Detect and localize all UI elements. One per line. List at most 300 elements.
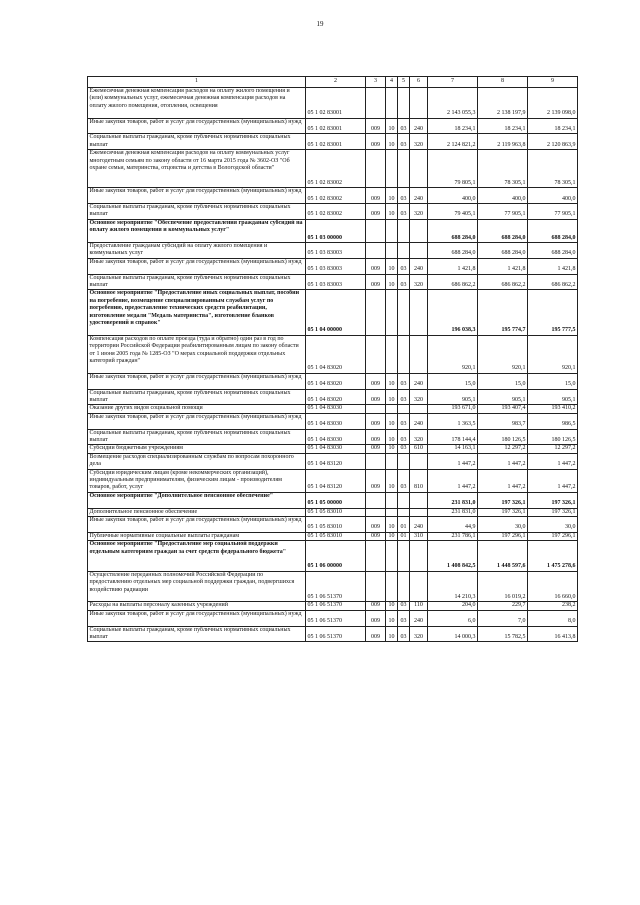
row-amount-year2: 400,0	[478, 188, 528, 204]
row-ministry-code	[366, 335, 386, 373]
row-amount-year2: 1 448 597,6	[478, 541, 528, 572]
row-amount-year1: 14 210,3	[428, 571, 478, 602]
row-subsection-code: 03	[398, 626, 410, 642]
header-cell: 5	[398, 77, 410, 88]
row-amount-year2: 197 296,1	[478, 532, 528, 540]
row-amount-year2: 688 284,0	[478, 243, 528, 259]
row-name: Субсидии бюджетным учреждениям	[88, 445, 306, 453]
row-expense-type	[410, 219, 428, 242]
row-amount-year1: 920,1	[428, 335, 478, 373]
row-amount-year3: 197 326,1	[528, 508, 578, 516]
row-subsection-code	[398, 453, 410, 469]
row-amount-year3: 400,0	[528, 188, 578, 204]
row-name: Социальные выплаты гражданам, кроме публичных нормативных социальных выплат	[88, 429, 306, 445]
row-subsection-code	[398, 243, 410, 259]
row-code: 05 1 06 51370	[306, 610, 366, 626]
row-amount-year3: 18 234,1	[528, 118, 578, 134]
row-section-code: 10	[386, 469, 398, 492]
header-cell: 6	[410, 77, 428, 88]
row-ministry-code: 009	[366, 258, 386, 274]
row-ministry-code	[366, 508, 386, 516]
row-amount-year3: 1 421,8	[528, 258, 578, 274]
row-expense-type: 310	[410, 532, 428, 540]
row-code: 05 1 06 51370	[306, 602, 366, 610]
row-subsection-code: 03	[398, 469, 410, 492]
row-amount-year3: 197 296,1	[528, 532, 578, 540]
row-amount-year3: 16 413,8	[528, 626, 578, 642]
row-amount-year3: 986,5	[528, 413, 578, 429]
table-row	[88, 243, 578, 259]
table-row	[88, 517, 578, 533]
row-section-code	[386, 492, 398, 508]
row-ministry-code: 009	[366, 469, 386, 492]
table-row	[88, 541, 578, 572]
row-section-code: 10	[386, 445, 398, 453]
row-code: 05 1 04 83120	[306, 469, 366, 492]
row-name: Социальные выплаты гражданам, кроме публичных нормативных социальных выплат	[88, 204, 306, 220]
row-amount-year2: 30,0	[478, 517, 528, 533]
row-amount-year3: 8,0	[528, 610, 578, 626]
row-section-code	[386, 541, 398, 572]
row-amount-year3: 2 139 098,0	[528, 88, 578, 119]
row-ministry-code: 009	[366, 517, 386, 533]
table-row	[88, 532, 578, 540]
row-ministry-code	[366, 492, 386, 508]
row-name: Ежемесячная денежная компенсация расходов на оплату жилого помещения и (или) коммунальных услуг, ежемесячная денежная компенсация расходов на оплату жилого помещения, отопления, освещения	[88, 88, 306, 119]
row-amount-year2: 15 782,5	[478, 626, 528, 642]
row-code: 05 1 03 83003	[306, 258, 366, 274]
row-subsection-code	[398, 290, 410, 335]
row-ministry-code: 009	[366, 413, 386, 429]
row-code: 05 1 04 83120	[306, 453, 366, 469]
row-amount-year2: 1 421,8	[478, 258, 528, 274]
row-subsection-code: 03	[398, 429, 410, 445]
header-cell: 8	[478, 77, 528, 88]
row-amount-year2: 16 019,2	[478, 571, 528, 602]
table-row	[88, 453, 578, 469]
row-expense-type: 240	[410, 188, 428, 204]
row-code: 05 1 04 83030	[306, 405, 366, 413]
row-expense-type	[410, 243, 428, 259]
row-code: 05 1 03 00000	[306, 219, 366, 242]
row-amount-year1: 231 831,0	[428, 508, 478, 516]
row-amount-year3: 193 410,2	[528, 405, 578, 413]
row-amount-year3: 180 126,5	[528, 429, 578, 445]
row-section-code	[386, 219, 398, 242]
page-number: 19	[316, 20, 324, 28]
row-amount-year3: 195 777,5	[528, 290, 578, 335]
row-amount-year2: 1 447,2	[478, 453, 528, 469]
row-ministry-code: 009	[366, 188, 386, 204]
row-section-code: 10	[386, 118, 398, 134]
row-section-code: 10	[386, 517, 398, 533]
row-code: 05 1 03 83003	[306, 243, 366, 259]
row-amount-year1: 15,0	[428, 373, 478, 389]
row-subsection-code: 03	[398, 610, 410, 626]
row-expense-type: 610	[410, 445, 428, 453]
row-section-code	[386, 405, 398, 413]
row-name: Ежемесячная денежная компенсация расходов на оплату коммунальных услуг многодетным семьям по закону области от 16 марта 2015 года № 3602-ОЗ "Об охране семьи, материнства, отцовства и детства в Вологодской области"	[88, 150, 306, 188]
row-code: 05 1 04 83030	[306, 429, 366, 445]
row-amount-year2: 77 905,1	[478, 204, 528, 220]
table-row	[88, 335, 578, 373]
row-amount-year1: 1 408 842,5	[428, 541, 478, 572]
row-expense-type	[410, 335, 428, 373]
row-name: Основное мероприятие "Обеспечение предоставления гражданам субсидий на оплату жилого помещения и коммунальных услуг"	[88, 219, 306, 242]
row-ministry-code: 009	[366, 602, 386, 610]
row-amount-year2: 688 284,0	[478, 219, 528, 242]
row-amount-year1: 688 284,0	[428, 219, 478, 242]
row-subsection-code: 03	[398, 413, 410, 429]
row-section-code: 10	[386, 274, 398, 290]
row-amount-year1: 1 363,5	[428, 413, 478, 429]
row-expense-type: 320	[410, 274, 428, 290]
row-code: 05 1 02 83002	[306, 204, 366, 220]
row-expense-type	[410, 453, 428, 469]
row-amount-year1: 686 862,2	[428, 274, 478, 290]
row-code: 05 1 06 51370	[306, 571, 366, 602]
row-code: 05 1 02 83001	[306, 118, 366, 134]
row-section-code: 10	[386, 373, 398, 389]
row-amount-year1: 18 234,1	[428, 118, 478, 134]
row-name: Предоставление гражданам субсидий на оплату жилого помещения и коммунальных услуг	[88, 243, 306, 259]
row-subsection-code	[398, 541, 410, 572]
table-row	[88, 508, 578, 516]
row-name: Иные закупки товаров, работ и услуг для государственных (муниципальных) нужд	[88, 258, 306, 274]
row-code: 05 1 04 83020	[306, 335, 366, 373]
table-row	[88, 219, 578, 242]
row-name: Иные закупки товаров, работ и услуг для государственных (муниципальных) нужд	[88, 413, 306, 429]
row-amount-year2: 180 126,5	[478, 429, 528, 445]
row-amount-year1: 2 143 055,3	[428, 88, 478, 119]
row-name: Дополнительное пенсионное обеспечение	[88, 508, 306, 516]
row-ministry-code	[366, 453, 386, 469]
row-amount-year3: 16 660,0	[528, 571, 578, 602]
row-ministry-code	[366, 243, 386, 259]
row-section-code: 10	[386, 626, 398, 642]
row-name: Публичные нормативные социальные выплаты гражданам	[88, 532, 306, 540]
row-amount-year3: 686 862,2	[528, 274, 578, 290]
row-expense-type: 240	[410, 373, 428, 389]
row-expense-type: 110	[410, 602, 428, 610]
row-expense-type	[410, 541, 428, 572]
row-expense-type	[410, 88, 428, 119]
row-section-code: 10	[386, 413, 398, 429]
row-section-code: 10	[386, 602, 398, 610]
row-ministry-code: 009	[366, 118, 386, 134]
row-amount-year2: 7,0	[478, 610, 528, 626]
row-expense-type: 240	[410, 413, 428, 429]
row-amount-year1: 44,9	[428, 517, 478, 533]
row-amount-year1: 2 124 821,2	[428, 134, 478, 150]
row-amount-year2: 195 774,7	[478, 290, 528, 335]
row-amount-year1: 905,1	[428, 389, 478, 405]
row-amount-year3: 197 326,1	[528, 492, 578, 508]
row-amount-year2: 905,1	[478, 389, 528, 405]
row-amount-year2: 193 407,4	[478, 405, 528, 413]
row-subsection-code	[398, 571, 410, 602]
table-row	[88, 290, 578, 335]
row-ministry-code: 009	[366, 274, 386, 290]
row-expense-type	[410, 492, 428, 508]
row-code: 05 1 02 83001	[306, 88, 366, 119]
row-amount-year2: 1 447,2	[478, 469, 528, 492]
row-amount-year2: 2 119 963,8	[478, 134, 528, 150]
row-subsection-code: 01	[398, 517, 410, 533]
row-section-code: 10	[386, 188, 398, 204]
row-subsection-code: 03	[398, 134, 410, 150]
row-subsection-code	[398, 219, 410, 242]
row-amount-year1: 688 284,0	[428, 243, 478, 259]
row-section-code	[386, 88, 398, 119]
row-subsection-code: 03	[398, 118, 410, 134]
row-section-code: 10	[386, 610, 398, 626]
row-subsection-code: 03	[398, 373, 410, 389]
row-section-code	[386, 290, 398, 335]
row-name: Осуществление переданных полномочий Российской Федерации по предоставлению отдельных мер социальной поддержки граждан, подвергшихся воздействию радиации	[88, 571, 306, 602]
row-code: 05 1 05 83010	[306, 517, 366, 533]
header-cell: 2	[306, 77, 366, 88]
row-amount-year3: 2 120 863,9	[528, 134, 578, 150]
row-ministry-code: 009	[366, 373, 386, 389]
row-code: 05 1 04 83020	[306, 389, 366, 405]
row-expense-type: 240	[410, 610, 428, 626]
row-section-code	[386, 243, 398, 259]
row-code: 05 1 02 83002	[306, 188, 366, 204]
row-subsection-code	[398, 150, 410, 188]
row-subsection-code	[398, 88, 410, 119]
row-amount-year1: 196 038,3	[428, 290, 478, 335]
row-subsection-code	[398, 335, 410, 373]
table-row	[88, 204, 578, 220]
table-row	[88, 389, 578, 405]
row-code: 05 1 05 00000	[306, 492, 366, 508]
row-name: Расходы на выплаты персоналу казенных учреждений	[88, 602, 306, 610]
row-code: 05 1 03 83003	[306, 274, 366, 290]
row-amount-year1: 1 447,2	[428, 469, 478, 492]
row-amount-year1: 1 421,8	[428, 258, 478, 274]
row-code: 05 1 04 00000	[306, 290, 366, 335]
row-section-code: 10	[386, 258, 398, 274]
row-name: Социальные выплаты гражданам, кроме публичных нормативных социальных выплат	[88, 134, 306, 150]
row-expense-type: 320	[410, 429, 428, 445]
row-amount-year1: 231 786,1	[428, 532, 478, 540]
row-section-code: 10	[386, 204, 398, 220]
row-expense-type: 810	[410, 469, 428, 492]
row-code: 05 1 05 83010	[306, 508, 366, 516]
row-amount-year2: 78 305,1	[478, 150, 528, 188]
row-subsection-code: 03	[398, 389, 410, 405]
header-cell: 1	[88, 77, 306, 88]
row-amount-year3: 1 447,2	[528, 469, 578, 492]
budget-table	[87, 76, 578, 642]
row-name: Оказание других видов социальной помощи	[88, 405, 306, 413]
row-section-code	[386, 453, 398, 469]
row-ministry-code: 009	[366, 204, 386, 220]
row-subsection-code: 03	[398, 602, 410, 610]
row-amount-year2: 197 326,1	[478, 508, 528, 516]
row-amount-year3: 1 475 278,6	[528, 541, 578, 572]
row-ministry-code: 009	[366, 532, 386, 540]
row-ministry-code	[366, 405, 386, 413]
row-ministry-code	[366, 541, 386, 572]
row-amount-year1: 178 144,4	[428, 429, 478, 445]
row-ministry-code: 009	[366, 610, 386, 626]
table-row	[88, 88, 578, 119]
table-row	[88, 118, 578, 134]
row-amount-year3: 920,1	[528, 335, 578, 373]
row-section-code	[386, 335, 398, 373]
row-expense-type	[410, 508, 428, 516]
row-code: 05 1 04 83030	[306, 445, 366, 453]
row-name: Социальные выплаты гражданам, кроме публичных нормативных социальных выплат	[88, 274, 306, 290]
table-row	[88, 258, 578, 274]
row-expense-type	[410, 405, 428, 413]
row-ministry-code: 009	[366, 429, 386, 445]
row-expense-type	[410, 290, 428, 335]
table-row	[88, 373, 578, 389]
row-expense-type	[410, 571, 428, 602]
table-row	[88, 626, 578, 642]
row-ministry-code: 009	[366, 445, 386, 453]
row-amount-year2: 197 326,1	[478, 492, 528, 508]
row-section-code	[386, 571, 398, 602]
row-expense-type: 320	[410, 626, 428, 642]
row-subsection-code: 03	[398, 258, 410, 274]
row-amount-year2: 983,7	[478, 413, 528, 429]
row-amount-year2: 15,0	[478, 373, 528, 389]
row-section-code	[386, 150, 398, 188]
row-ministry-code: 009	[366, 389, 386, 405]
row-ministry-code	[366, 219, 386, 242]
row-section-code	[386, 508, 398, 516]
row-amount-year3: 688 284,0	[528, 219, 578, 242]
row-code: 05 1 04 83030	[306, 413, 366, 429]
row-name: Иные закупки товаров, работ и услуг для государственных (муниципальных) нужд	[88, 517, 306, 533]
header-cell: 9	[528, 77, 578, 88]
table-row	[88, 188, 578, 204]
row-code: 05 1 02 83001	[306, 134, 366, 150]
row-name: Социальные выплаты гражданам, кроме публичных нормативных социальных выплат	[88, 626, 306, 642]
table-row	[88, 274, 578, 290]
row-amount-year3: 77 905,1	[528, 204, 578, 220]
row-code: 05 1 02 83002	[306, 150, 366, 188]
row-name: Компенсация расходов по оплате проезда (туда и обратно) один раз в год по территории Российской Федерации реабилитированным лицам по закону области от 1 июня 2005 года № 1285-ОЗ "О мерах социальной поддержки отдельных категорий граждан"	[88, 335, 306, 373]
row-name: Иные закупки товаров, работ и услуг для государственных (муниципальных) нужд	[88, 610, 306, 626]
header-row	[88, 77, 578, 88]
row-amount-year1: 1 447,2	[428, 453, 478, 469]
row-subsection-code	[398, 492, 410, 508]
row-subsection-code: 01	[398, 532, 410, 540]
row-name: Возмещение расходов специализированным службам по вопросам похоронного дела	[88, 453, 306, 469]
row-amount-year1: 14 163,1	[428, 445, 478, 453]
row-amount-year1: 204,0	[428, 602, 478, 610]
row-expense-type: 240	[410, 258, 428, 274]
row-amount-year2: 686 862,2	[478, 274, 528, 290]
row-amount-year2: 229,7	[478, 602, 528, 610]
row-subsection-code: 03	[398, 445, 410, 453]
table-row	[88, 405, 578, 413]
row-amount-year1: 79 805,1	[428, 150, 478, 188]
row-ministry-code	[366, 571, 386, 602]
row-amount-year1: 6,0	[428, 610, 478, 626]
row-name: Иные закупки товаров, работ и услуг для государственных (муниципальных) нужд	[88, 118, 306, 134]
row-ministry-code: 009	[366, 626, 386, 642]
row-subsection-code	[398, 508, 410, 516]
row-amount-year1: 79 405,1	[428, 204, 478, 220]
row-amount-year3: 238,2	[528, 602, 578, 610]
table-row	[88, 413, 578, 429]
row-name: Основное мероприятие "Предоставление мер социальной поддержки отдельным категориям граждан за счет средств федерального бюджета"	[88, 541, 306, 572]
table-row	[88, 445, 578, 453]
table-row	[88, 150, 578, 188]
row-name: Основное мероприятие "Предоставление иных социальных выплат, пособии на погребение, возмещение специализированным службам услуг по погребению, предоставление технических средств реабилитации, изготовление медали "Медаль материнства", изготовление бланков удостоверений и справок"	[88, 290, 306, 335]
row-code: 05 1 04 83020	[306, 373, 366, 389]
row-expense-type	[410, 150, 428, 188]
row-amount-year2: 12 297,2	[478, 445, 528, 453]
table-row	[88, 492, 578, 508]
row-amount-year1: 231 831,0	[428, 492, 478, 508]
row-section-code: 10	[386, 429, 398, 445]
row-subsection-code: 03	[398, 188, 410, 204]
row-code: 05 1 06 51370	[306, 626, 366, 642]
row-code: 05 1 05 83010	[306, 532, 366, 540]
row-amount-year1: 14 000,3	[428, 626, 478, 642]
row-expense-type: 320	[410, 134, 428, 150]
row-amount-year1: 400,0	[428, 188, 478, 204]
row-name: Иные закупки товаров, работ и услуг для государственных (муниципальных) нужд	[88, 373, 306, 389]
row-expense-type: 320	[410, 204, 428, 220]
row-section-code: 10	[386, 389, 398, 405]
row-amount-year3: 12 297,2	[528, 445, 578, 453]
row-name: Субсидии юридическим лицам (кроме некоммерческих организаций), индивидуальным предпринимателям, физическим лицам - производителям товаров, работ, услуг	[88, 469, 306, 492]
row-amount-year3: 1 447,2	[528, 453, 578, 469]
row-amount-year3: 30,0	[528, 517, 578, 533]
row-ministry-code	[366, 88, 386, 119]
table-row	[88, 602, 578, 610]
table-row	[88, 571, 578, 602]
header-cell: 4	[386, 77, 398, 88]
table-row	[88, 610, 578, 626]
row-amount-year2: 18 234,1	[478, 118, 528, 134]
row-amount-year3: 15,0	[528, 373, 578, 389]
row-name: Иные закупки товаров, работ и услуг для государственных (муниципальных) нужд	[88, 188, 306, 204]
row-subsection-code: 03	[398, 204, 410, 220]
row-subsection-code	[398, 405, 410, 413]
row-amount-year3: 688 284,0	[528, 243, 578, 259]
row-name: Социальные выплаты гражданам, кроме публичных нормативных социальных выплат	[88, 389, 306, 405]
row-ministry-code	[366, 290, 386, 335]
table-row	[88, 469, 578, 492]
row-expense-type: 240	[410, 118, 428, 134]
row-amount-year3: 905,1	[528, 389, 578, 405]
row-amount-year1: 193 671,0	[428, 405, 478, 413]
row-name: Основное мероприятие "Дополнительное пенсионное обеспечение"	[88, 492, 306, 508]
row-subsection-code: 03	[398, 274, 410, 290]
header-cell: 7	[428, 77, 478, 88]
row-code: 05 1 06 00000	[306, 541, 366, 572]
header-cell: 3	[366, 77, 386, 88]
row-amount-year3: 78 305,1	[528, 150, 578, 188]
row-section-code: 10	[386, 134, 398, 150]
row-section-code: 10	[386, 532, 398, 540]
table-row	[88, 429, 578, 445]
table-row	[88, 134, 578, 150]
row-amount-year2: 920,1	[478, 335, 528, 373]
row-expense-type: 240	[410, 517, 428, 533]
row-ministry-code: 009	[366, 134, 386, 150]
row-expense-type: 320	[410, 389, 428, 405]
